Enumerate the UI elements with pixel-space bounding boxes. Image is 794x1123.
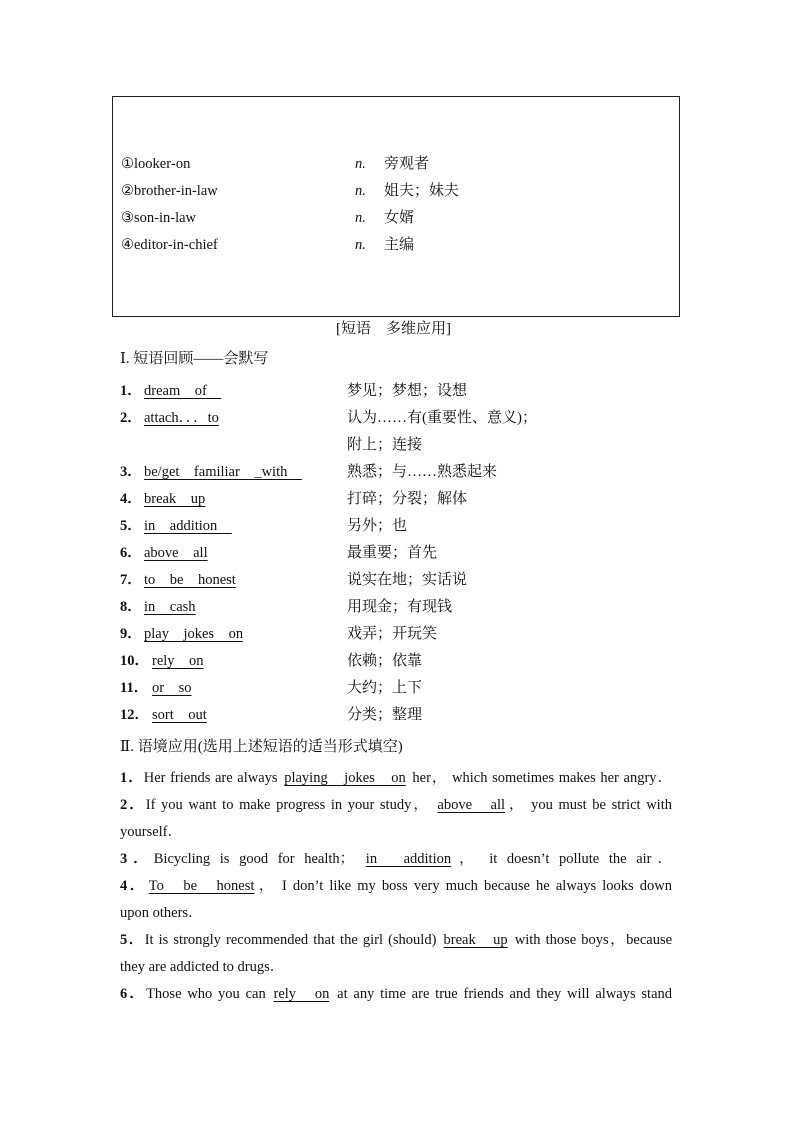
sentence-number: 3． xyxy=(120,851,154,867)
sentence-line xyxy=(120,765,672,792)
blank-answer: playing jokes on xyxy=(284,770,406,786)
sentence-text: at any time are true friends and they will always stand xyxy=(331,986,673,1002)
sentence-text: Bicycling is good for health； xyxy=(153,851,364,867)
sentence-text: they are addicted to drugs． xyxy=(120,959,285,975)
phrase-answer: in cash xyxy=(144,599,196,615)
sentence-number: 6． xyxy=(120,986,147,1002)
phrase-answer: in addition xyxy=(144,518,232,534)
phrase-number: 3． xyxy=(120,464,142,480)
sentence-text: ， it doesn’t pollute the air． xyxy=(453,851,673,867)
vocab-word: ①looker‐on xyxy=(121,156,191,172)
sentence-line xyxy=(120,873,672,900)
vocab-pos: n. xyxy=(355,156,366,172)
phrase-meaning: 大约；上下 xyxy=(347,680,423,696)
sentence-text: ， I don’t like my boss very much because he always looks down xyxy=(256,878,672,894)
sentence-text: It is strongly recommended that the girl (should) xyxy=(144,932,442,948)
vocab-meaning: 主编 xyxy=(384,237,415,253)
phrase-answer: break up xyxy=(144,491,206,507)
part1-heading: Ⅰ. 短语回顾——会默写 xyxy=(120,351,269,367)
phrase-answer: rely on xyxy=(152,653,204,669)
sentence-number: 4． xyxy=(120,878,147,894)
vocab-pos: n. xyxy=(355,183,366,199)
vocab-meaning: 旁观者 xyxy=(384,156,430,172)
phrase-number: 2． xyxy=(120,410,142,426)
phrase-answer: play jokes on xyxy=(144,626,244,642)
sentence-text: yourself． xyxy=(120,824,183,840)
phrase-number: 10． xyxy=(120,653,149,669)
blank-answer: break up xyxy=(443,932,508,948)
phrase-number: 1． xyxy=(120,383,142,399)
phrase-answer: above all xyxy=(144,545,208,561)
vocab-pos: n. xyxy=(355,237,366,253)
sentence-text: her， which sometimes makes her angry． xyxy=(407,770,673,786)
blank-answer: rely on xyxy=(273,986,330,1002)
phrase-meaning: 打碎；分裂；解体 xyxy=(347,491,468,507)
blank-answer: in addition xyxy=(365,851,452,867)
part2-heading: Ⅱ. 语境应用(选用上述短语的适当形式填空) xyxy=(120,739,403,755)
vocab-pos: n. xyxy=(355,210,366,226)
vocab-word: ④editor‐in‐chief xyxy=(121,237,218,253)
phrase-number: 8． xyxy=(120,599,142,615)
sentence-line xyxy=(120,819,672,846)
phrase-meaning: 用现金；有现钱 xyxy=(347,599,453,615)
phrase-number: 11． xyxy=(120,680,149,696)
section-title: [短语 多维应用] xyxy=(336,321,451,337)
phrase-meaning: 梦见；梦想；设想 xyxy=(347,383,468,399)
phrase-meaning: 分类；整理 xyxy=(347,707,423,723)
sentence-text: with those boys，because xyxy=(509,932,673,948)
phrase-answer: dream of xyxy=(144,383,222,399)
phrase-meaning: 最重要；首先 xyxy=(347,545,438,561)
phrase-number: 9． xyxy=(120,626,142,642)
phrase-meaning: 说实在地；实话说 xyxy=(347,572,468,588)
blank-answer: above all xyxy=(437,797,506,813)
phrase-answer: attach．．．to xyxy=(144,410,219,426)
sentence-number: 2． xyxy=(120,797,146,813)
vocab-word: ③son‐in‐law xyxy=(121,210,197,226)
vocab-meaning: 女婿 xyxy=(384,210,415,226)
phrase-answer: be/get familiar _with xyxy=(144,464,302,480)
phrase-meaning: 附上；连接 xyxy=(347,437,423,453)
phrase-answer: sort out xyxy=(152,707,207,723)
vocab-word: ②brother‐in‐law xyxy=(121,183,218,199)
phrase-number: 5． xyxy=(120,518,142,534)
sentence-number: 5． xyxy=(120,932,145,948)
phrase-meaning: 认为……有(重要性、意义)； xyxy=(347,410,537,426)
sentence-line xyxy=(120,981,672,1008)
phrase-meaning: 熟悉；与……熟悉起来 xyxy=(347,464,498,480)
phrase-number: 7． xyxy=(120,572,142,588)
phrase-meaning: 戏弄；开玩笑 xyxy=(347,626,438,642)
sentence-text: Those who you can xyxy=(146,986,272,1002)
phrase-number: 12． xyxy=(120,707,149,723)
phrase-meaning: 依赖；依靠 xyxy=(347,653,423,669)
sentence-line xyxy=(120,900,672,927)
sentence-line xyxy=(120,927,672,954)
phrase-meaning: 另外；也 xyxy=(347,518,408,534)
sentence-text: If you want to make progress in your study， xyxy=(145,797,436,813)
sentence-text: Her friends are always xyxy=(143,770,283,786)
vocab-meaning: 姐夫；妹夫 xyxy=(384,183,460,199)
sentence-text: ， you must be strict with xyxy=(507,797,672,813)
phrase-number: 4． xyxy=(120,491,142,507)
phrase-answer: to be honest xyxy=(144,572,236,588)
sentence-line xyxy=(120,954,672,981)
sentence-number: 1． xyxy=(120,770,144,786)
blank-answer: To be honest xyxy=(148,878,255,894)
vocabulary-box xyxy=(112,96,680,317)
phrase-number: 6． xyxy=(120,545,142,561)
sentence-text: upon others． xyxy=(120,905,203,921)
phrase-answer: or so xyxy=(152,680,192,696)
sentence-line xyxy=(120,792,672,819)
sentence-line xyxy=(120,846,672,873)
